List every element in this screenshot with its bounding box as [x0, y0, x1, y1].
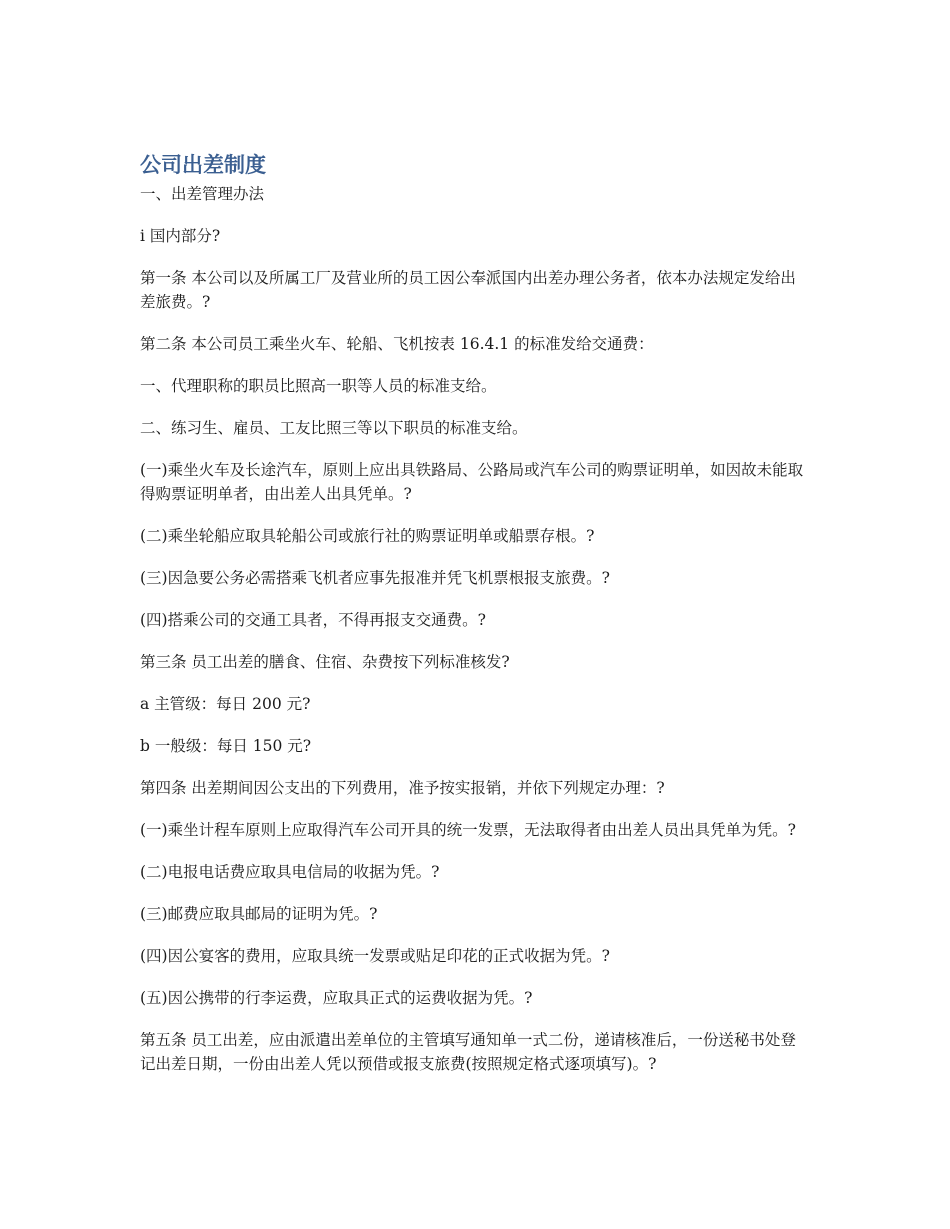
- article-2-item-1: 一、代理职称的职员比照高一职等人员的标准支给。: [140, 377, 497, 395]
- article-2-clause-3: (三)因急要公务必需搭乘飞机者应事先报准并凭飞机票根报支旅费。?: [140, 569, 610, 587]
- article-4-clause-5: (五)因公携带的行李运费，应取具正式的运费收据为凭。?: [140, 989, 533, 1007]
- article-2-clause-2: (二)乘坐轮船应取具轮船公司或旅行社的购票证明单或船票存根。?: [140, 527, 595, 545]
- article-2: 第二条 本公司员工乘坐火车、轮船、飞机按表 16.4.1 的标准发给交通费：: [140, 335, 654, 353]
- article-3-rate-a: a 主管级：每日 200 元?: [140, 695, 311, 713]
- document-title: 公司出差制度: [140, 153, 266, 177]
- article-4-clause-2: (二)电报电话费应取具电信局的收据为凭。?: [140, 863, 440, 881]
- section-heading: 一、出差管理办法: [140, 185, 265, 203]
- article-1: 第一条 本公司以及所属工厂及营业所的员工因公奉派国内出差办理公务者，依本办法规定发给出差旅费。?: [140, 269, 796, 311]
- subsection-heading: i 国内部分?: [140, 227, 221, 245]
- article-3-rate-b: b 一般级：每日 150 元?: [140, 737, 312, 755]
- document-body: [140, 150, 810, 1076]
- article-4-clause-1: (一)乘坐计程车原则上应取得汽车公司开具的统一发票，无法取得者由出差人员出具凭单为凭。?: [140, 821, 796, 839]
- article-4-clause-4: (四)因公宴客的费用，应取具统一发票或贴足印花的正式收据为凭。?: [140, 947, 610, 965]
- article-2-clause-4: (四)搭乘公司的交通工具者，不得再报支交通费。?: [140, 611, 486, 629]
- article-2-item-2: 二、练习生、雇员、工友比照三等以下职员的标准支给。: [140, 419, 528, 437]
- article-4-clause-3: (三)邮费应取具邮局的证明为凭。?: [140, 905, 378, 923]
- article-5: 第五条 员工出差，应由派遣出差单位的主管填写通知单一式二份，递请核准后，一份送秘书处登记出差日期，一份由出差人凭以预借或报支旅费(按照规定格式逐项填写)。?: [140, 1031, 796, 1073]
- article-2-clause-1: (一)乘坐火车及长途汽车，原则上应出具铁路局、公路局或汽车公司的购票证明单，如因故未能取得购票证明单者，由出差人出具凭单。?: [140, 461, 804, 503]
- article-3: 第三条 员工出差的膳食、住宿、杂费按下列标准核发?: [140, 653, 510, 671]
- article-4: 第四条 出差期间因公支出的下列费用，准予按实报销，并依下列规定办理：?: [140, 779, 665, 797]
